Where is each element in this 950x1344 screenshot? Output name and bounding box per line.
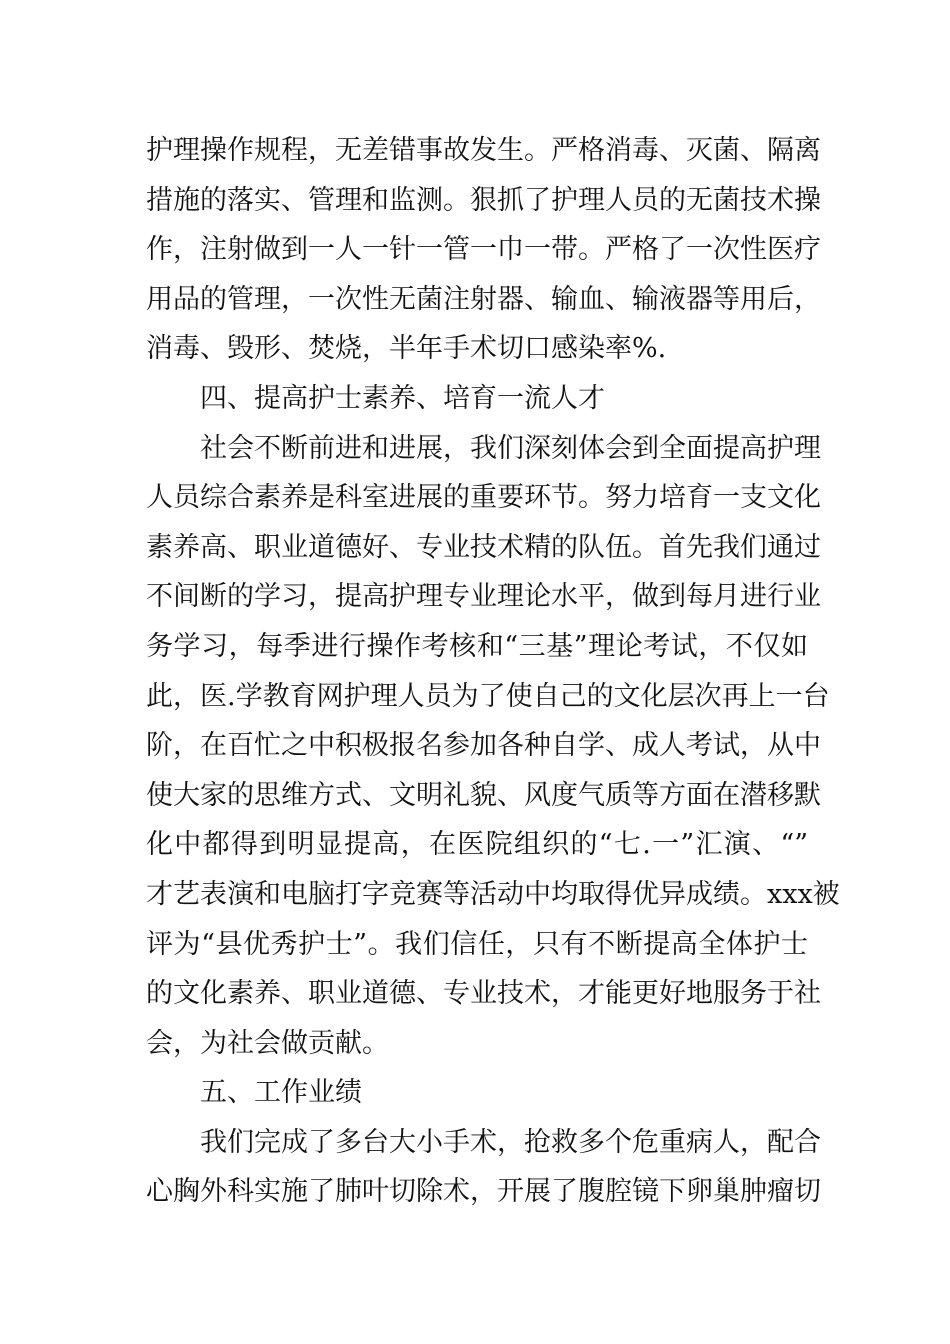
text-line: 使大家的思维方式、文明礼貌、风度气质等方面在潜移默 [146,779,821,811]
text-line: 不间断的学习，提高护理专业理论水平，做到每月进行业 [146,581,821,613]
text-line: 消毒、毁形、焚烧，半年手术切口感染率%. [146,333,667,365]
text-line: 我们完成了多台大小手术，抢救多个危重病人，配合 [200,1126,821,1158]
text-line: 务学习，每季进行操作考核和“三基”理论考试，不仅如 [146,630,808,662]
text-line: 此，医.学教育网护理人员为了使自己的文化层次再上一台 [146,680,830,712]
text-line: 社会不断前进和进展，我们深刻体会到全面提高护理 [200,432,821,464]
text-line: 才艺表演和电脑打字竞赛等活动中均取得优异成绩。xxx被 [146,878,840,910]
text-line: 人员综合素养是科室进展的重要环节。努力培育一支文化 [146,482,821,514]
text-line: 化中都得到明显提高，在医院组织的“七.一”汇演、“” [146,829,808,861]
text-line: 会，为社会做贡献。 [146,1027,389,1059]
text-line: 五、工作业绩 [200,1077,362,1109]
text-line: 的文化素养、职业道德、专业技术，才能更好地服务于社 [146,978,821,1010]
text-line: 阶，在百忙之中积极报名参加各种自学、成人考试，从中 [146,730,821,762]
document-body [146,126,840,1217]
text-line: 措施的落实、管理和监测。狠抓了护理人员的无菌技术操 [146,184,821,216]
text-line: 护理操作规程，无差错事故发生。严格消毒、灭菌、隔离 [146,135,821,166]
text-line: 评为“县优秀护士”。我们信任，只有不断提高全体护士 [146,928,808,960]
text-line: 用品的管理，一次性无菌注射器、输血、输液器等用后， [146,283,821,315]
text-line: 四、提高护士素养、培育一流人才 [200,382,605,414]
text-line: 心胸外科实施了肺叶切除术，开展了腹腔镜下卵巢肿瘤切 [146,1176,821,1208]
text-line: 作，注射做到一人一针一管一巾一带。严格了一次性医疗 [146,234,821,266]
text-line: 素养高、职业道德好、专业技术精的队伍。首先我们通过 [146,531,821,563]
